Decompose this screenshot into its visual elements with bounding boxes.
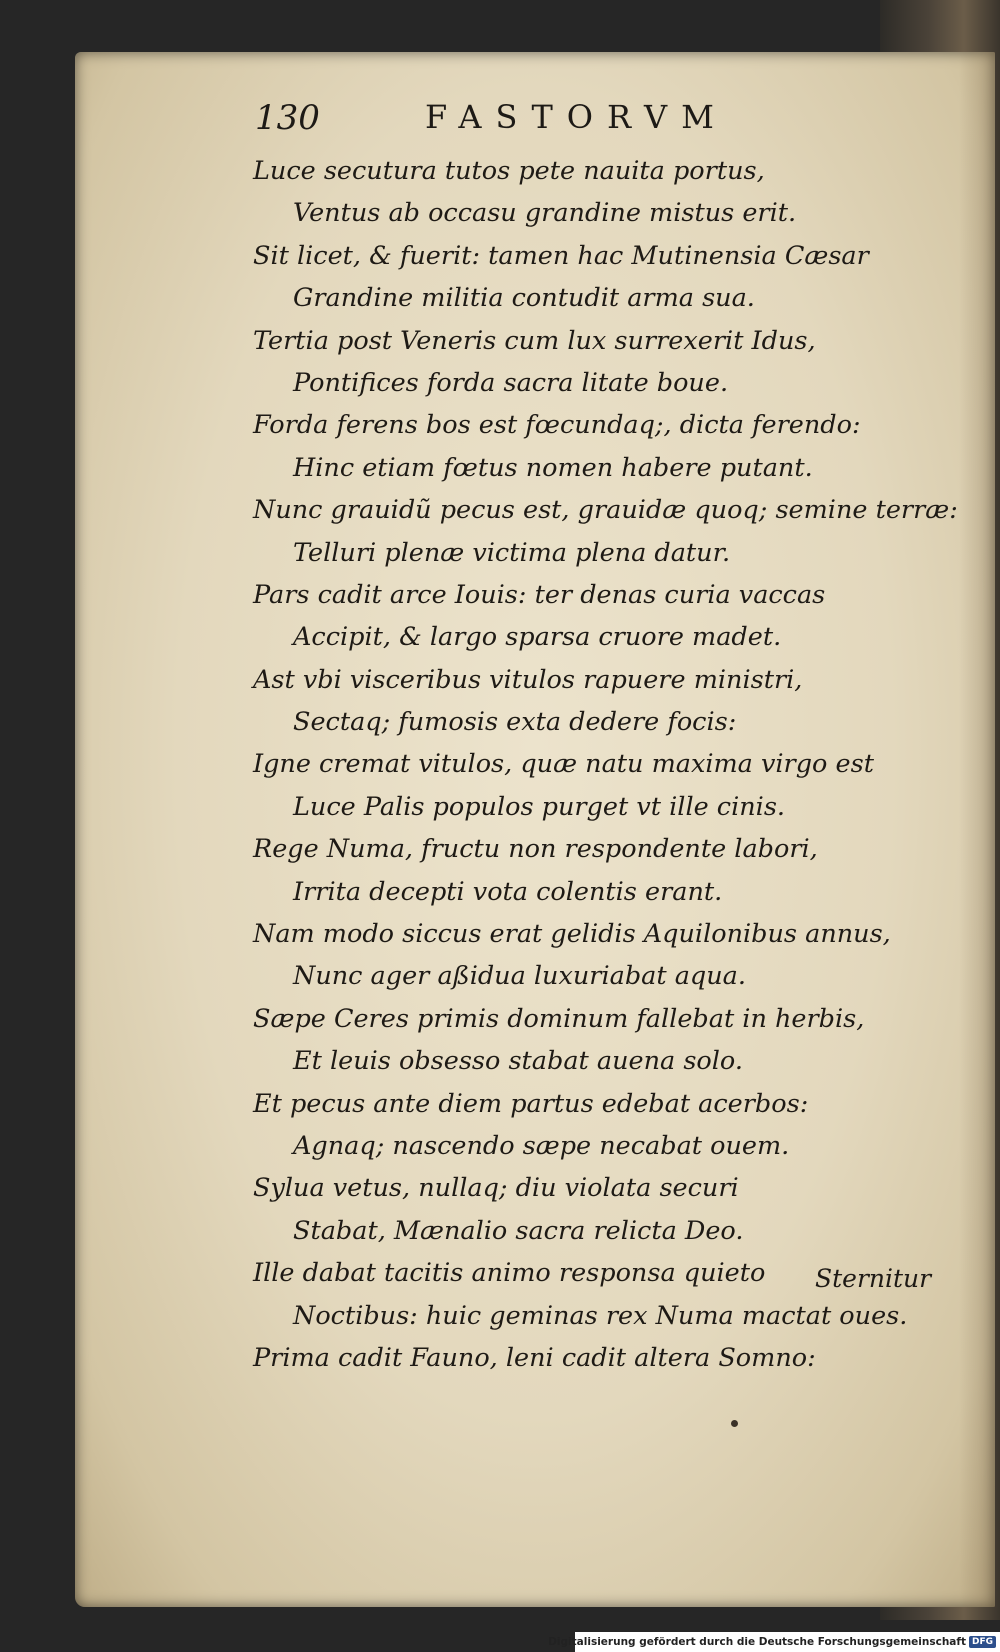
verse-line: Ast vbi visceribus vitulos rapuere ministri, <box>253 664 803 695</box>
verse-line: Stabat, Mænalio sacra relicta Deo. <box>293 1215 744 1246</box>
verse-line: Sæpe Ceres primis dominum fallebat in herbis, <box>253 1003 865 1034</box>
footer-credit-text: Digitalisierung gefördert durch die Deutsche Forschungsgemeinschaft <box>548 1636 966 1648</box>
verse-line: Ventus ab occasu grandine mistus erit. <box>293 198 797 229</box>
verse-line: Forda ferens bos est fœcundaq;, dicta ferendo: <box>253 410 861 441</box>
verse-line: Pontifices forda sacra litate boue. <box>293 367 729 398</box>
verse-line: Telluri plenæ victima plena datur. <box>293 537 731 568</box>
running-title: FASTORVM <box>425 98 728 136</box>
verse-text <box>253 150 973 1379</box>
verse-line: Grandine militia contudit arma sua. <box>293 283 755 314</box>
verse-line: Et leuis obsesso stabat auena solo. <box>293 1046 743 1077</box>
verse-line: Luce secutura tutos pete nauita portus, <box>253 156 765 186</box>
page-header <box>255 98 875 146</box>
verse-line: Sectaq; fumosis exta dedere focis: <box>293 707 737 738</box>
verse-line: Et pecus ante diem partus edebat acerbos: <box>253 1088 809 1119</box>
verse-line: Ille dabat tacitis animo responsa quieto <box>253 1258 766 1289</box>
verse-line: Tertia post Veneris cum lux surrexerit Idus, <box>253 325 816 356</box>
dfg-logo: DFG <box>969 1636 996 1648</box>
verse-line: Noctibus: huic geminas rex Numa mactat oues. <box>293 1300 908 1331</box>
ornament-dot <box>731 1420 738 1427</box>
book-page <box>75 52 995 1607</box>
verse-line: Rege Numa, fructu non respondente labori, <box>253 834 818 865</box>
verse-line: Agnaq; nascendo sæpe necabat ouem. <box>293 1130 790 1161</box>
page-number: 130 <box>255 98 320 138</box>
verse-line: Accipit, & largo sparsa cruore madet. <box>293 622 782 653</box>
verse-line: Nunc ager aßidua luxuriabat aqua. <box>293 961 746 992</box>
verse-line: Prima cadit Fauno, leni cadit altera Somno: <box>253 1342 816 1373</box>
verse-line: Sylua vetus, nullaq; diu violata securi <box>253 1173 739 1204</box>
verse-line: Igne cremat vitulos, quæ natu maxima virgo est <box>253 749 874 780</box>
verse-line: Sit licet, & fuerit: tamen hac Mutinensia Cæsar <box>253 240 869 271</box>
verse-line: Hinc etiam fœtus nomen habere putant. <box>293 452 813 483</box>
verse-line: Irrita decepti vota colentis erant. <box>293 876 723 907</box>
verse-line: Pars cadit arce Iouis: ter denas curia vaccas <box>253 579 826 610</box>
verse-line: Nam modo siccus erat gelidis Aquilonibus annus, <box>253 919 891 950</box>
verse-line: Nunc grauidũ pecus est, grauidæ quoq; semine terræ: <box>253 495 958 526</box>
catchword: Sternitur <box>815 1264 932 1293</box>
verse-line: Luce Palis populos purget vt ille cinis. <box>293 791 786 822</box>
digitization-footer <box>548 1632 1000 1652</box>
